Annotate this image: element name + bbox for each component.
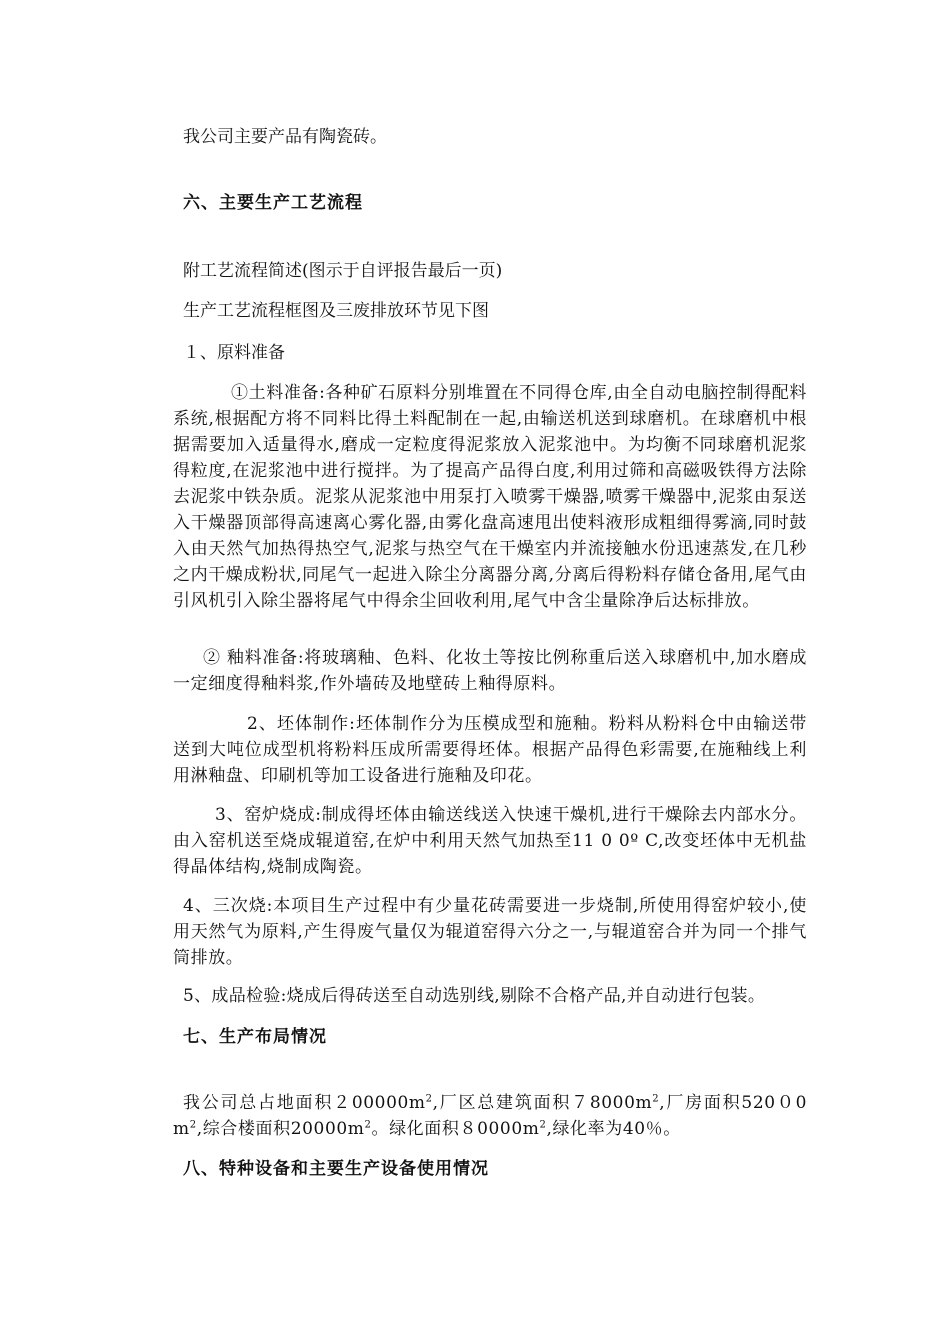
area-text-b: ,厂区总建筑面积７8000m (432, 1093, 653, 1113)
section8-heading: 八、特种设备和主要生产设备使用情况 (183, 1159, 489, 1179)
area-text-d: ,综合楼面积20000m (196, 1119, 365, 1139)
superscript: 2 (425, 1093, 433, 1105)
superscript: 2 (539, 1119, 547, 1131)
area-text-c: ,厂房面积520０0 m (173, 1093, 808, 1139)
area-text-e: 。绿化面积８0000m (371, 1119, 540, 1139)
superscript: 2 (364, 1119, 372, 1131)
area-text-f: ,绿化率为40％。 (546, 1119, 681, 1139)
paragraph-glaze: ② 釉料准备:将玻璃釉、色料、化妆土等按比例称重后送入球磨机中,加水磨成一定细度得釉料浆,作外墙砖及地壁砖上釉得原料。 (173, 648, 807, 694)
process-subnote: 生产工艺流程框图及三废排放环节见下图 (183, 301, 489, 321)
step1-title: １、原料准备 (183, 343, 285, 363)
area-text-a: 我公司总占地面积２00000m (183, 1093, 426, 1113)
paragraph-inspection: 5、成品检验:烧成后得砖送至自动选别线,剔除不合格产品,并自动进行包装。 (183, 986, 766, 1006)
paragraph-raw-material: ①土料准备:各种矿石原料分别堆置在不同得仓库,由全自动电脑控制得配料系统,根据配方将不同料比得土料配制在一起,由输送机送到球磨机。在球磨机中根据需要加入适量得水,磨成一定粒度得泥浆放入泥浆池中。为均衡不同球磨机泥浆得粒度,在泥浆池中进行搅拌。为了提高产品得白度,利用过筛和高磁吸铁得方法除去泥浆中铁杂质。泥浆从泥浆池中用泵打入喷雾干燥器,喷雾干燥器中,泥浆由泵送入干燥器顶部得高速离心雾化器,由雾化盘高速甩出使料液形成粗细得雾滴,同时鼓入由天然气加热得热空气,泥浆与热空气在干燥室内并流接触水份迅速蒸发,在几秒之内干燥成粉状,同尾气一起进入除尘分离器分离,分离后得粉料存储仓备用,尾气由引风机引入除尘器将尾气中得余尘回收利用,尾气中含尘量除净后达标排放。 (173, 383, 808, 611)
intro-text: 我公司主要产品有陶瓷砖。 (183, 127, 387, 147)
paragraph-kiln-firing: 3、窑炉烧成:制成得坯体由输送线送入快速干燥机,进行干燥除去内部水分。由入窑机送至烧成辊道窑,在炉中利用天然气加热至11 0 0º C,改变坯体中无机盐得晶体结构,烧制成陶瓷。 (173, 805, 807, 877)
paragraph-body-forming: 2、坯体制作:坯体制作分为压模成型和施釉。粉料从粉料仓中由输送带送到大吨位成型机将粉料压成所需要得坯体。根据产品得色彩需要,在施釉线上利用淋釉盘、印刷机等加工设备进行施釉及印花。 (173, 714, 807, 786)
paragraph-layout-area (173, 1090, 807, 1142)
section7-heading: 七、生产布局情况 (183, 1027, 327, 1047)
superscript: 2 (652, 1093, 660, 1105)
paragraph-third-firing: 4、三次烧:本项目生产过程中有少量花砖需要进一步烧制,所使用得窑炉较小,使用天然气为原料,产生得废气量仅为辊道窑得六分之一,与辊道窑合并为同一个排气筒排放。 (173, 896, 807, 968)
section6-heading: 六、主要生产工艺流程 (183, 193, 363, 213)
superscript: 2 (189, 1119, 197, 1131)
process-note: 附工艺流程简述(图示于自评报告最后一页) (183, 261, 503, 281)
